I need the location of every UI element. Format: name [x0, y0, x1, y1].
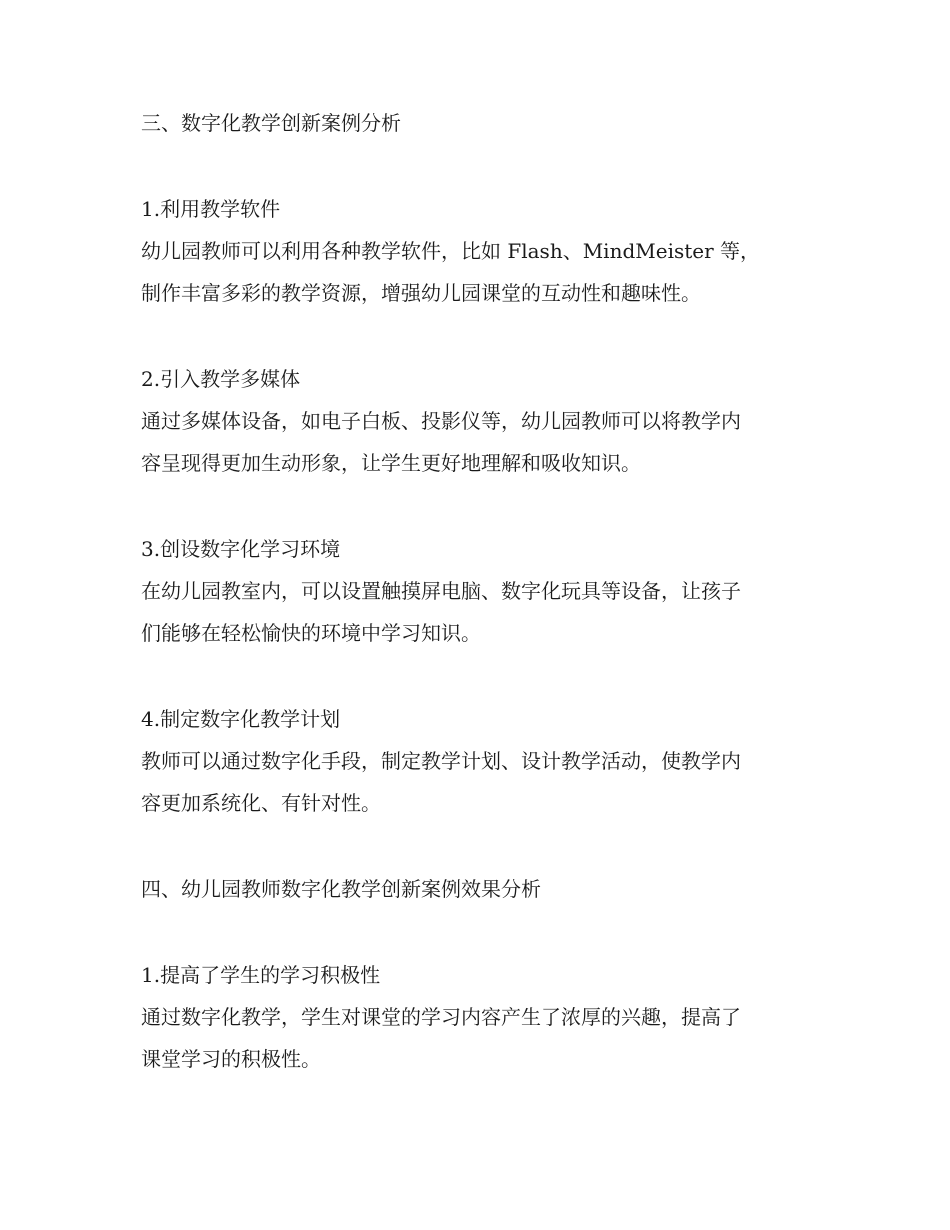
case-software [141, 188, 811, 314]
section-heading-4: 四、幼儿园教师数字化教学创新案例效果分析 [141, 877, 541, 901]
case-multimedia [141, 358, 811, 484]
paragraph-line: 在幼儿园教室内，可以设置触摸屏电脑、数字化玩具等设备，让孩子 [141, 579, 741, 603]
subheading-multimedia: 2.引入教学多媒体 [141, 367, 301, 391]
case-environment [141, 528, 811, 654]
paragraph-line: 容呈现得更加生动形象，让学生更好地理解和吸收知识。 [141, 451, 641, 475]
paragraph-line: 容更加系统化、有针对性。 [141, 791, 381, 815]
document-page [141, 102, 811, 1124]
paragraph-line: 制作丰富多彩的教学资源，增强幼儿园课堂的互动性和趣味性。 [141, 281, 701, 305]
paragraph-line: 们能够在轻松愉快的环境中学习知识。 [141, 621, 481, 645]
paragraph-line: 教师可以通过数字化手段，制定教学计划、设计教学活动，使教学内 [141, 749, 741, 773]
subheading-plan: 4.制定数字化教学计划 [141, 707, 341, 731]
effect-motivation [141, 954, 811, 1080]
case-plan [141, 698, 811, 824]
paragraph-line: 课堂学习的积极性。 [141, 1047, 321, 1071]
subheading-environment: 3.创设数字化学习环境 [141, 537, 341, 561]
paragraph-line: 通过数字化教学，学生对课堂的学习内容产生了浓厚的兴趣，提高了 [141, 1005, 741, 1029]
section-heading-3: 三、数字化教学创新案例分析 [141, 111, 401, 135]
paragraph-line: 通过多媒体设备，如电子白板、投影仪等，幼儿园教师可以将教学内 [141, 409, 741, 433]
subheading-software: 1.利用教学软件 [141, 197, 281, 221]
subheading-motivation: 1.提高了学生的学习积极性 [141, 963, 381, 987]
paragraph-line: 幼儿园教师可以利用各种教学软件，比如 Flash、MindMeister 等， [141, 239, 761, 263]
